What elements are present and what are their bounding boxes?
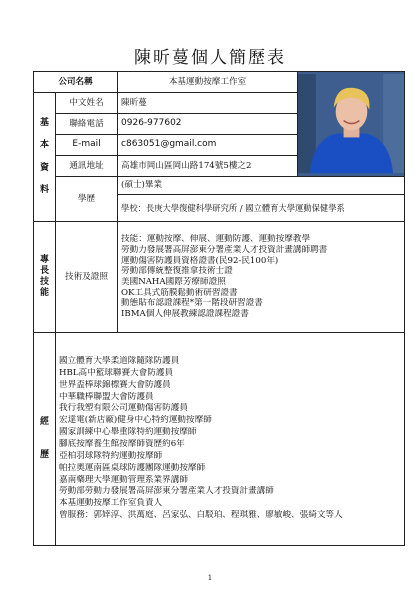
skill-item: 技能：運動按摩、伸展、運動防護、運動按摩教學 — [121, 234, 311, 245]
address-value: 高雄市岡山區岡山路174號5樓之2 — [118, 156, 298, 177]
experience-item: 曾服務：郭婞淳、洪萬庭、呂家弘、白駁珀、程琪雅、廖敏峻、張綺文等人 — [59, 510, 343, 521]
experience-item: 帕拉奧運南區桌球防護團隊運動按摩師 — [59, 462, 206, 473]
page-number: 1 — [207, 574, 213, 582]
experience-list — [56, 333, 405, 546]
email-label: E-mail — [56, 135, 118, 156]
experience-item: 勞動部勞動力發展署高屏澎東分署產業人才投資計畫講師 — [59, 486, 274, 497]
phone-value: 0926-977602 — [118, 114, 298, 135]
name-label: 中文姓名 — [56, 93, 118, 114]
education-degree: (碩士)畢業 — [118, 177, 405, 195]
experience-item: HBL高中籃球聯賽大會防護員 — [59, 367, 174, 378]
skills-section-label: 專 長 技 能 — [34, 222, 56, 333]
resume-table — [33, 71, 405, 546]
experience-section-label: 經 歷 — [34, 333, 56, 546]
address-label: 通訊地址 — [56, 156, 118, 177]
experience-item: 國家訓練中心舉重隊特約運動按摩師 — [59, 427, 197, 438]
page-title: 陳昕蔓個人簡歷表 — [134, 48, 286, 68]
skill-item: 美國NAHA國際芳療師證照 — [121, 277, 226, 287]
profile-photo — [298, 72, 405, 177]
skill-item: 運動傷害防護員資格證書(民92-民100年) — [121, 255, 279, 266]
experience-item: 嘉南藥理大學運動管理系業界講師 — [59, 474, 188, 485]
phone-label: 聯絡電話 — [56, 114, 118, 135]
skill-item: 勞動力發展署高屏澎東分署產業人才投資計畫講師聘書 — [121, 244, 328, 255]
company-label: 公司名稱 — [34, 72, 118, 93]
experience-item: 世界盃棒球錦標賽大會防護員 — [59, 379, 171, 390]
experience-item: 腳底按摩養生館按摩師資歷約6年 — [59, 439, 185, 449]
education-school: 學校：長庚大學復健科學研究所 / 國立體育大學運動保健學系 — [118, 195, 405, 222]
experience-item: 我行我塑有限公司運動傷害防護員 — [59, 403, 188, 414]
name-value: 陳昕蔓 — [118, 93, 298, 114]
skills-label: 技術及證照 — [56, 222, 118, 333]
experience-item: 中華職棒聯盟大會防護員 — [59, 391, 154, 402]
experience-item: 宏達電(新店廠)健身中心特約運動按摩師 — [59, 415, 212, 426]
experience-item: 國立體育大學柔道隊隨隊防護員 — [59, 355, 180, 366]
experience-item: 本基運動按摩工作室負責人 — [59, 498, 163, 509]
education-degree-row — [34, 177, 405, 195]
experience-item: 亞柏羽球隊特約運動按摩師 — [59, 450, 163, 461]
profile-photo-image — [298, 74, 404, 173]
skill-item: IBMA個人伸展教練認證課程證書 — [121, 309, 249, 320]
basic-info-section-label: 基 本 資 料 — [34, 93, 56, 222]
skill-item: 動態貼布認證課程*第一階段研習證書 — [121, 298, 263, 309]
skill-item: 勞動部傳統整復推拿技術士證 — [121, 266, 233, 277]
experience-row — [34, 333, 405, 546]
email-value: c863051@gmail.com — [118, 135, 298, 156]
skills-row — [34, 222, 405, 333]
company-row — [34, 72, 405, 93]
skill-item: OK工具式筋膜鬆動術研習證書 — [121, 287, 238, 298]
skills-list — [118, 222, 405, 333]
education-label: 學歷 — [56, 177, 118, 222]
company-value: 本基運動按摩工作室 — [118, 72, 298, 93]
